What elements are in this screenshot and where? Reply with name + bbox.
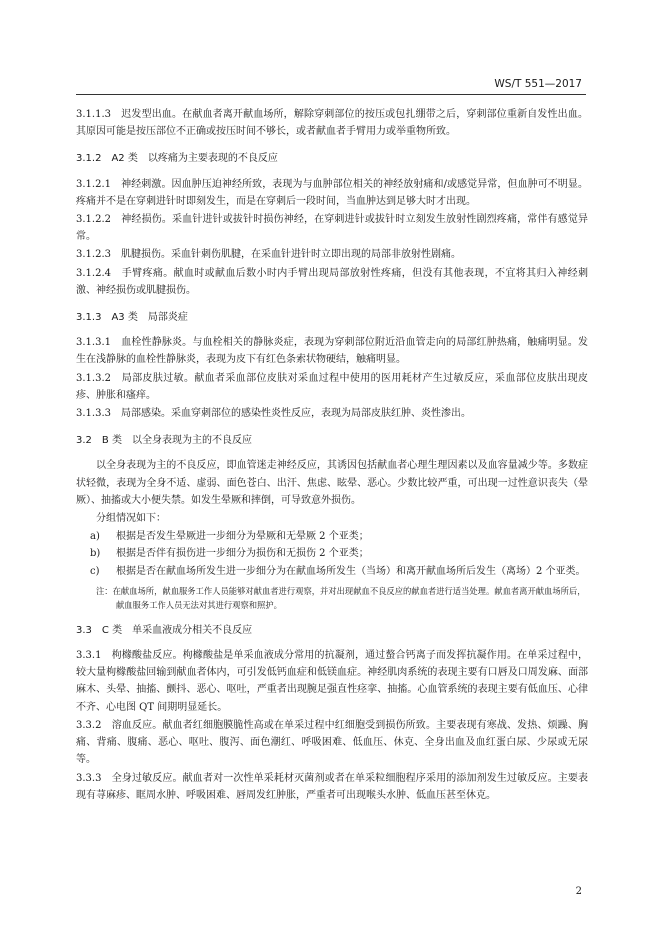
grouping-list — [76, 528, 588, 580]
page-number: 2 — [575, 886, 582, 897]
grouping-intro: 分组情况如下： — [96, 513, 166, 525]
clause-3-1-2-2: 3.1.2.2 神经损伤。采血针进针或拔针时损伤神经，在穿刺进针或拔针时立刻发生放射性剧烈疼痛，常伴有感觉异常。 — [76, 214, 588, 243]
clause-3-1-2-1: 3.1.2.1 神经刺激。因血肿压迫神经所致，表现为与血肿部位相关的神经放射痛和/或感觉异常，但血肿可不明显。疼痛并不是在穿刺进针时即刻发生，而是在穿刺后一段时间，当血肿达到足够大时才出现。 — [76, 178, 588, 207]
paragraph-3-2: 以全身表现为主的不良反应，即血管迷走神经反应，其诱因包括献血者心理生理因素以及血容量减少等。多数症状轻微，表现为全身不适、虚弱、面色苍白、出汗、焦虑、眩晕、恶心。少数比较严重，可出现一过性意识丧失（晕厥）、抽搐或大小便失禁。如发生晕厥和摔倒，可导致意外损伤。 — [76, 460, 588, 506]
list-text: 根据是否在献血场所发生进一步细分为在献血场所发生（当场）和离开献血场所后发生（离场）2 个亚类。 — [116, 565, 586, 577]
note-text: 在献血场所，献血服务工作人员能够对献血者进行观察，并对出现献血不良反应的献血者进行适当处理。献血者离开献血场所后，献血服务工作人员无法对其进行观察和照护。 — [112, 585, 586, 610]
list-item — [90, 563, 588, 580]
note — [96, 584, 588, 612]
clause-3-1-1-3: 3.1.1.3 迟发型出血。在献血者离开献血场所，解除穿刺部位的按压或包扎绷带之后，穿刺部位重新自发性出血。其原因可能是按压部位不正确或按压时间不够长，或者献血者手臂用力或举重物所致。 — [76, 109, 588, 138]
heading-3-1-3: 3.1.3 A3 类 局部炎症 — [76, 312, 188, 324]
clause-3-1-2-4: 3.1.2.4 手臂疼痛。献血时或献血后数小时内手臂出现局部放射性疼痛，但没有其他表现，不宜将其归入神经刺激、神经损伤或肌腱损伤。 — [76, 267, 588, 296]
header-rule — [76, 94, 586, 95]
document-body — [76, 106, 588, 805]
list-marker: c) — [90, 565, 100, 577]
heading-3-1-2: 3.1.2 A2 类 以疼痛为主要表现的不良反应 — [76, 153, 278, 165]
list-marker: b) — [90, 548, 101, 560]
clause-3-3-3: 3.3.3 全身过敏反应。献血者对一次性单采耗材灭菌剂或者在单采粒细胞程序采用的添加剂发生过敏反应。主要表现有荨麻疹、眶周水肿、呼吸困难、唇周发红肿胀，严重者可出现喉头水肿、低血压甚至休克。 — [76, 772, 588, 801]
clause-3-1-3-3: 3.1.3.3 局部感染。采血穿刺部位的感染性炎性反应，表现为局部皮肤红肿、炎性渗出。 — [76, 408, 471, 420]
list-item — [90, 545, 588, 562]
note-label: 注： — [96, 585, 113, 596]
list-text: 根据是否发生晕厥进一步细分为晕厥和无晕厥 2 个亚类； — [116, 531, 369, 543]
document-code: WS/T 551—2017 — [494, 78, 582, 90]
heading-3-3: 3.3 C 类 单采血液成分相关不良反应 — [76, 624, 253, 636]
list-text: 根据是否伴有损伤进一步细分为损伤和无损伤 2 个亚类； — [116, 548, 369, 560]
clause-3-3-1: 3.3.1 枸橼酸盐反应。枸橼酸盐是单采血液成分常用的抗凝剂，通过螯合钙离子而发挥抗凝作用。在单采过程中，较大量枸橼酸盐回输到献血者体内，可引发低钙血症和低镁血症。神经肌肉系统的表现主要有口唇及口周发麻、面部麻木、头晕、抽搐、颤抖、恶心、呕吐，严重者出现腕足强直性痉挛、抽搐。心血管系统的表现主要有低血压、心律不齐、心电图 QT 间期明显延长。 — [76, 650, 588, 713]
clause-3-1-3-1: 3.1.3.1 血栓性静脉炎。与血栓相关的静脉炎症，表现为穿刺部位附近沿血管走向的局部红肿热痛，触痛明显。发生在浅静脉的血栓性静脉炎，表现为皮下有红色条索状物硬结，触痛明显。 — [76, 337, 588, 366]
list-item — [90, 528, 588, 545]
clause-3-1-2-3: 3.1.2.3 肌腱损伤。采血针刺伤肌腱，在采血针进针时立即出现的局部非放射性剧痛。 — [76, 249, 461, 261]
heading-3-2: 3.2 B 类 以全身表现为主的不良反应 — [76, 435, 252, 447]
clause-3-3-2: 3.3.2 溶血反应。献血者红细胞膜脆性高或在单采过程中红细胞受到损伤所致。主要表现有寒战、发热、烦躁、胸痛、背痛、腹痛、恶心、呕吐、腹泻、面色潮红、呼吸困难、低血压、休克、全身出血及血红蛋白尿、少尿或无尿等。 — [76, 719, 588, 766]
clause-3-1-3-2: 3.1.3.2 局部皮肤过敏。献血者采血部位皮肤对采血过程中使用的医用耗材产生过敏反应，采血部位皮肤出现皮疹、肿胀和瘙痒。 — [76, 372, 588, 401]
list-marker: a) — [90, 531, 100, 543]
